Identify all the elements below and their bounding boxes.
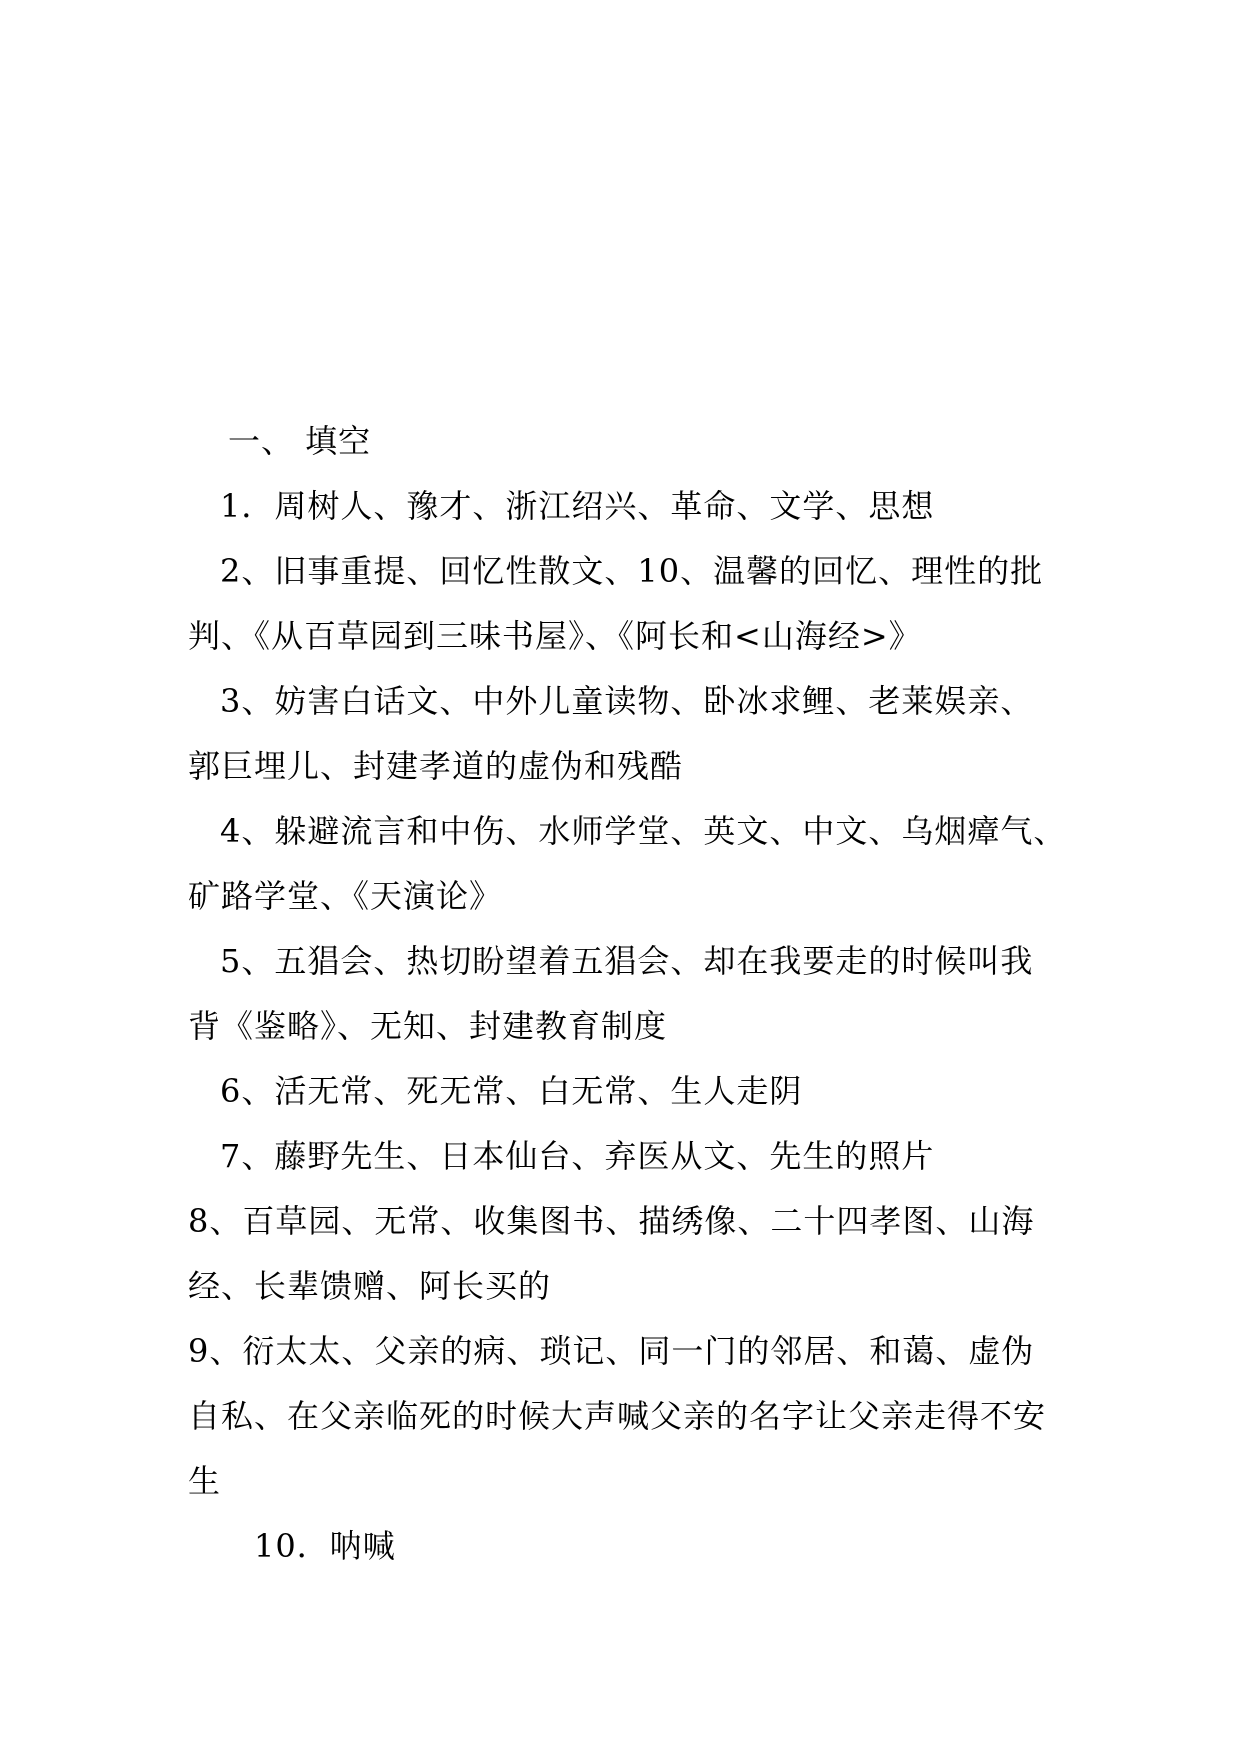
answer-2-line-2: 判、《从百草园到三味书屋》、《阿长和<山海经>》	[188, 617, 922, 655]
answer-8-line-1: 8、百草园、无常、收集图书、描绣像、二十四孝图、山海	[188, 1202, 1035, 1240]
answer-3-line-1: 3、妨害白话文、中外儿童读物、卧冰求鲤、老莱娱亲、	[220, 682, 1034, 720]
answer-7-line-1: 7、藤野先生、日本仙台、弃医从文、先生的照片	[220, 1137, 935, 1175]
answer-3-line-2: 郭巨埋儿、封建孝道的虚伪和残酷	[188, 747, 684, 785]
answer-2-line-1: 2、旧事重提、回忆性散文、10、温馨的回忆、理性的批	[220, 552, 1044, 590]
section-heading: 一、 填空	[228, 422, 372, 460]
answer-5-line-2: 背《鉴略》、无知、封建教育制度	[188, 1007, 668, 1045]
answer-9-line-2: 自私、在父亲临死的时候大声喊父亲的名字让父亲走得不安	[188, 1397, 1047, 1435]
answer-4-line-2: 矿路学堂、《天演论》	[188, 877, 503, 915]
answer-10-line-1: 10．呐喊	[254, 1527, 396, 1565]
answer-6-line-1: 6、活无常、死无常、白无常、生人走阴	[220, 1072, 803, 1110]
answer-8-line-2: 经、长辈馈赠、阿长买的	[188, 1267, 552, 1305]
answer-9-line-1: 9、衍太太、父亲的病、琐记、同一门的邻居、和蔼、虚伪	[188, 1332, 1035, 1370]
answer-1-line-1: 1．周树人、豫才、浙江绍兴、革命、文学、思想	[220, 487, 935, 525]
answer-5-line-1: 5、五猖会、热切盼望着五猖会、却在我要走的时候叫我	[220, 942, 1034, 980]
answer-4-line-1: 4、躲避流言和中伤、水师学堂、英文、中文、乌烟瘴气、	[220, 812, 1067, 850]
answer-9-line-3: 生	[188, 1462, 222, 1500]
